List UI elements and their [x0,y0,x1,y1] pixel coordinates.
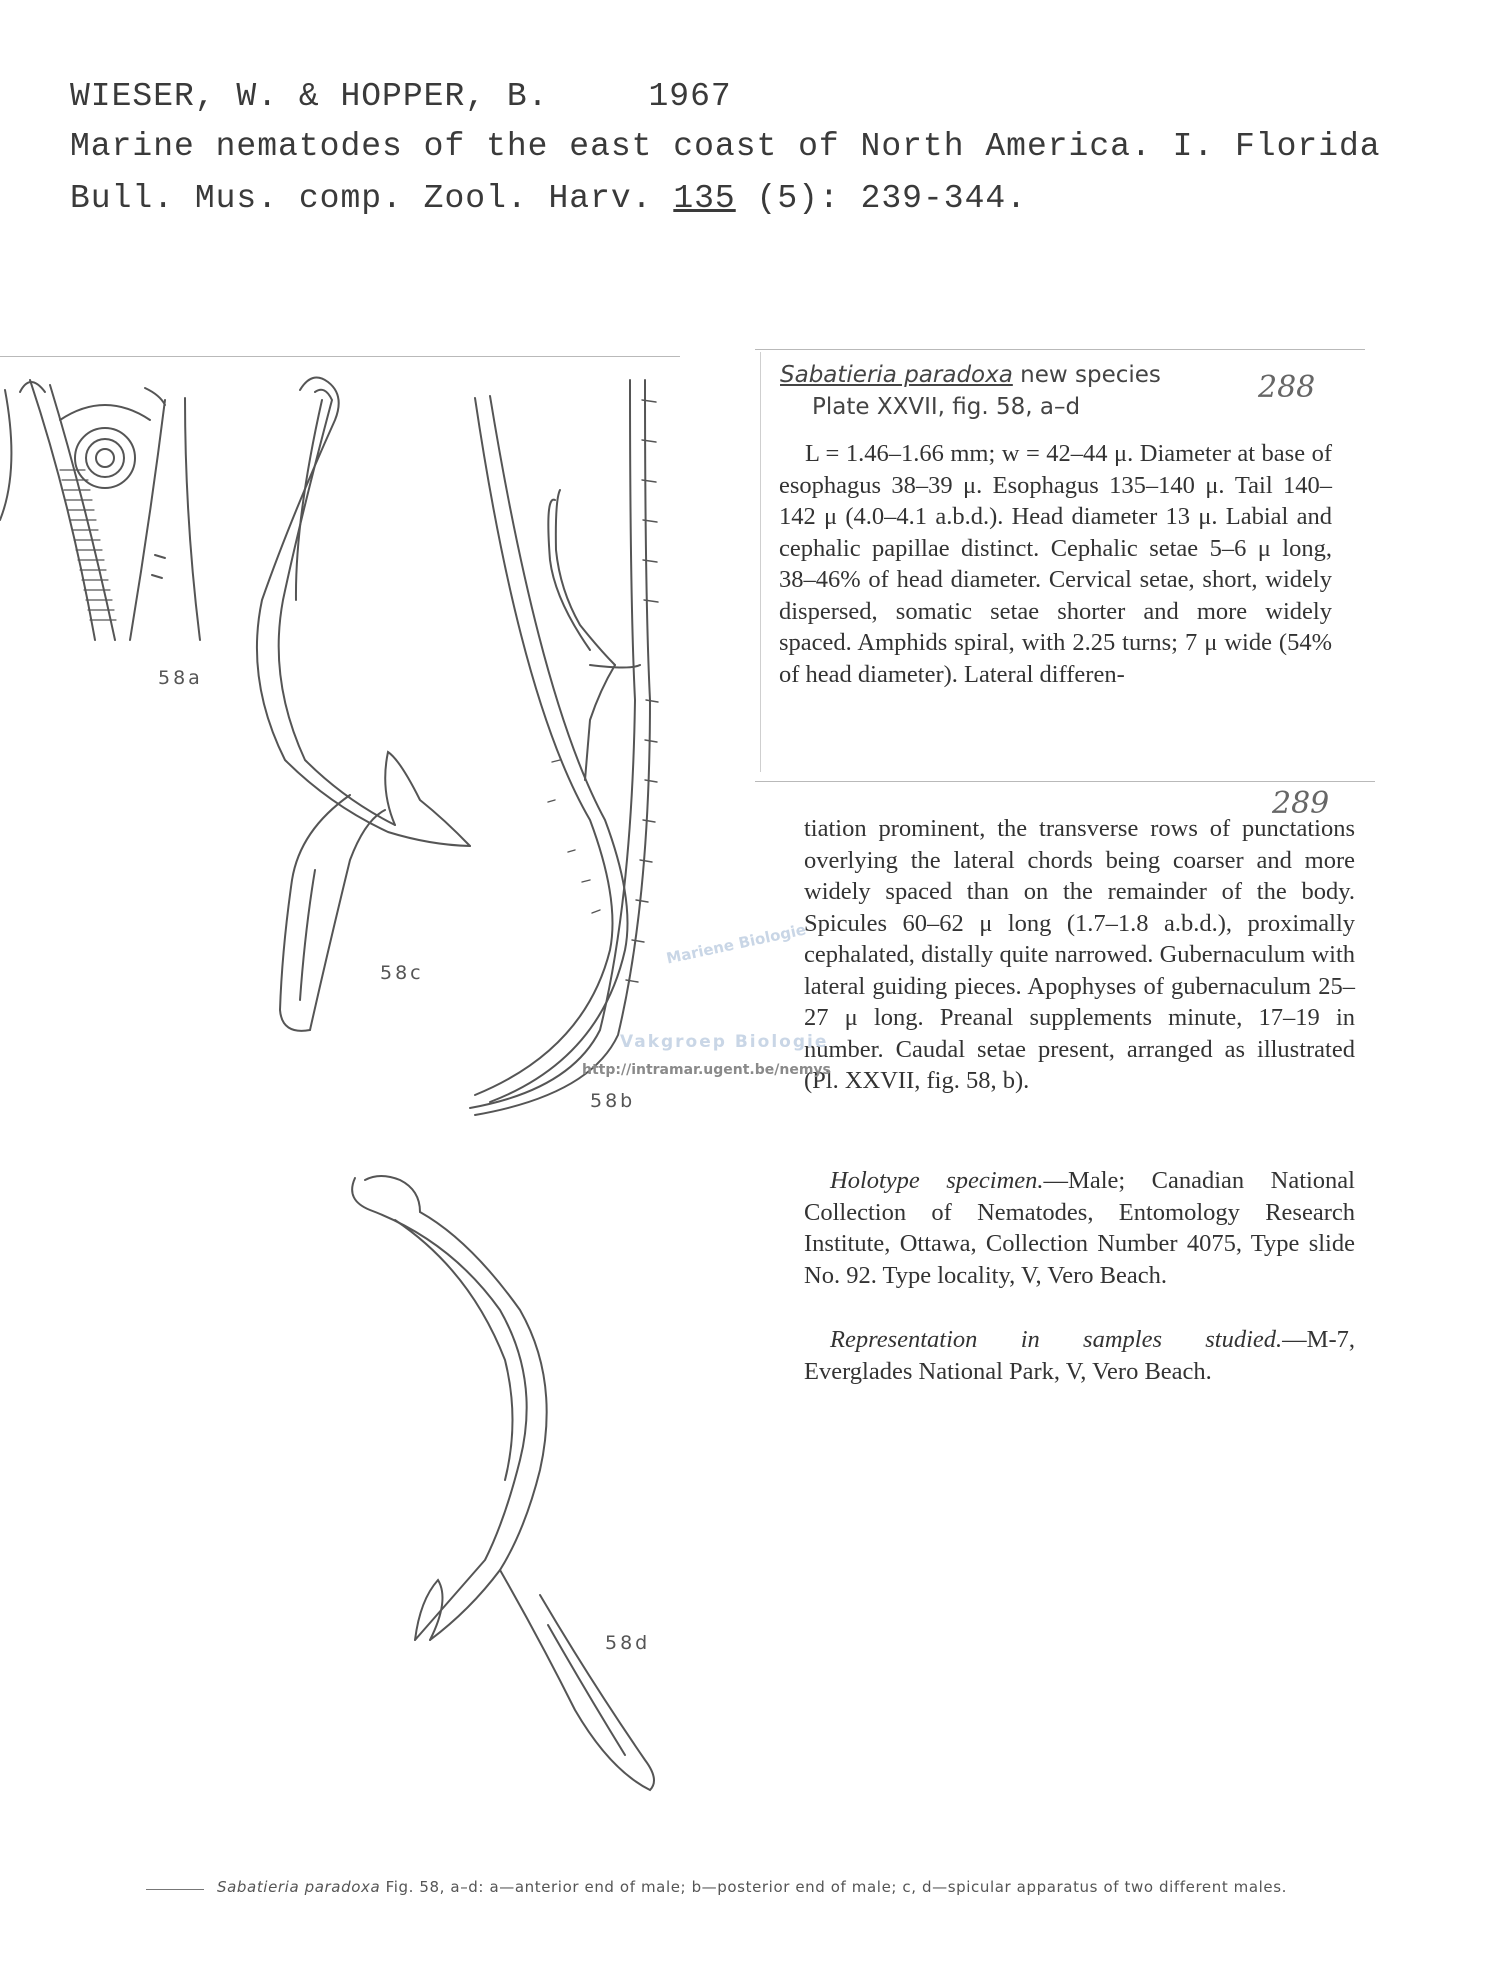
reference-authors: WIESER, W. & HOPPER, B. [70,78,549,115]
figure-label-58a: 58a [158,667,203,689]
description-paragraph-2: tiation prominent, the transverse rows of punctations overlying the lateral chords being coarser and more widely spaced than on the remainder of the body. Spicules 60–62 μ long (1.7–1.8 a.b.d.), proximally cephalated, distally quite narrowed. Gubernaculum with lateral guiding pieces. Apophyses of gubernaculum 25–27 μ long. Preanal supplements minute, 17–19 in number. Caudal setae present, arranged as illustrated (Pl. XXVII, fig. 58, b). [804,815,1355,1094]
plate-reference: Plate XXVII, fig. 58, a–d [812,394,1081,420]
page-number-288: 288 [1258,370,1316,405]
holotype-heading: Holotype specimen. [830,1167,1044,1194]
reference-pages: (5): 239-344. [756,180,1027,217]
reference-year: 1967 [648,78,732,115]
description-paragraph-1: L = 1.46–1.66 mm; w = 42–44 μ. Diameter at base of esophagus 38–39 μ. Esophagus 135–140 μ. Tail 140–142 μ (4.0–4.1 a.b.d.). Head diameter 13 μ. Labial and cephalic papillae distinct. Cephalic setae 5–6 μ long, 38–46% of head diameter. Cervical setae, short, widely dispersed, somatic setae shorter and more widely spaced. Amphids spiral, with 2.25 turns; 7 μ wide (54% of head diameter). Lateral differen- [779,440,1332,688]
representation-text: —M-7, Everglades National Park, V, Vero Beach. [804,1326,1355,1385]
figure-label-58b: 58b [590,1090,636,1112]
caption-text: Fig. 58, a–d: a—anterior end of male; b—posterior end of male; c, d—spicular apparatus of two different males. [385,1878,1288,1896]
figure-label-58d: 58d [605,1632,651,1654]
figure-58d-drawing [352,1176,654,1790]
watermark-line-1: Mariene Biologie [664,920,808,968]
figure-58a-drawing [0,380,200,640]
reference-title: Marine nematodes of the east coast of North America. I. Florida [70,128,1381,165]
holotype-text: —Male; Canadian National Collection of Nematodes, Entomology Research Institute, Ottawa, Collection Number 4075, Type slide No. 92. Type locality, V, Vero Beach. [804,1167,1355,1289]
page-number-289: 289 [1272,786,1330,821]
figure-label-58c: 58c [380,962,424,984]
figure-58c-drawing [257,378,470,1031]
watermark-url: http://intramar.ugent.be/nemys [582,1062,831,1078]
species-name: Sabatieria paradoxa [780,362,1013,388]
representation-heading: Representation in samples studied. [830,1326,1283,1353]
watermark-line-2: Vakgroep Biologie [620,1032,829,1052]
figure-caption [155,1876,1305,1899]
caption-species: Sabatieria paradoxa [217,1878,381,1896]
figure-58b-drawing [470,380,658,1115]
reference-journal: Bull. Mus. comp. Zool. Harv. [70,180,653,217]
reference-volume: 135 [673,180,736,217]
species-status: new species [1020,362,1161,388]
